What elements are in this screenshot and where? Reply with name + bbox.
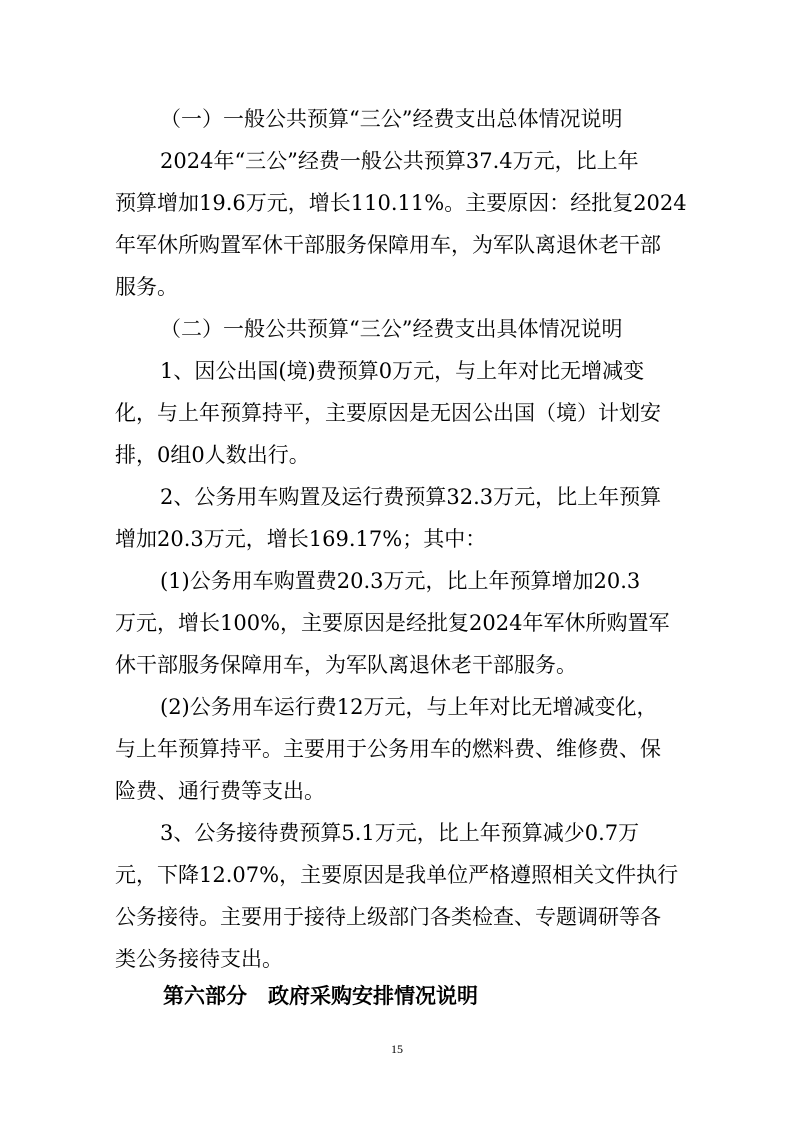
paragraph-line: 险费、通行费等支出。	[115, 779, 325, 803]
paragraph-line: 与上年预算持平。主要用于公务用车的燃料费、维修费、保	[115, 737, 661, 761]
paragraph-line: 化，与上年预算持平，主要原因是无因公出国（境）计划安	[115, 401, 661, 425]
paragraph-line: (1)公务用车购置费20.3万元，比上年预算增加20.3	[160, 569, 641, 593]
part-heading: 第六部分 政府采购安排情况说明	[163, 984, 478, 1008]
section-title-2: （二）一般公共预算“三公”经费支出具体情况说明	[160, 317, 623, 341]
paragraph-line: 公务接待。主要用于接待上级部门各类检查、专题调研等各	[115, 905, 661, 929]
paragraph-line: 3、公务接待费预算5.1万元，比上年预算减少0.7万	[160, 821, 640, 845]
section-title-1: （一）一般公共预算“三公”经费支出总体情况说明	[160, 107, 623, 131]
paragraph-line: 2024年“三公”经费一般公共预算37.4万元，比上年	[160, 149, 639, 173]
paragraph-line: 服务。	[115, 275, 178, 299]
page-number: 15	[391, 1042, 403, 1056]
document-body	[115, 98, 687, 980]
paragraph-line: 休干部服务保障用车，为军队离退休老干部服务。	[115, 653, 577, 677]
paragraph-line: 类公务接待支出。	[115, 947, 283, 971]
paragraph-line: 排，0组0人数出行。	[115, 443, 310, 467]
paragraph-line: (2)公务用车运行费12万元，与上年对比无增减变化，	[160, 695, 658, 719]
paragraph-line: 2、公务用车购置及运行费预算32.3万元，比上年预算	[160, 485, 662, 509]
paragraph-line: 增加20.3万元，增长169.17%；其中：	[115, 527, 487, 551]
paragraph-line: 年军休所购置军休干部服务保障用车，为军队离退休老干部	[115, 233, 661, 257]
paragraph-line: 万元，增长100%，主要原因是经批复2024年军休所购置军	[115, 611, 670, 635]
paragraph-line: 元，下降12.07%，主要原因是我单位严格遵照相关文件执行	[115, 863, 679, 887]
paragraph-line: 1、因公出国(境)费预算0万元，与上年对比无增减变	[160, 359, 645, 383]
paragraph-line: 预算增加19.6万元，增长110.11%。主要原因：经批复2024	[115, 191, 687, 215]
